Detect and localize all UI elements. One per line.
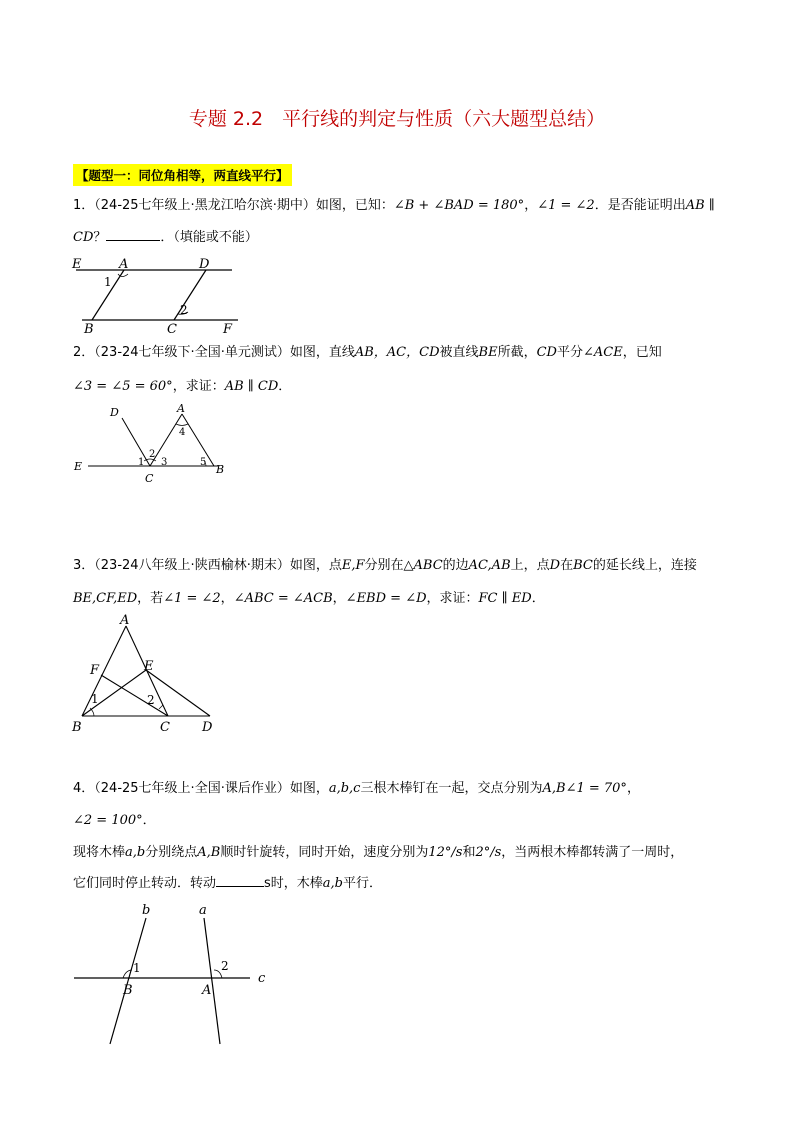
q3-lines: BE,CF,ED	[73, 591, 138, 606]
q1-number: 1．	[73, 198, 95, 213]
q1-sep: ，	[524, 198, 538, 213]
q3-condition-1: ∠1 = ∠2	[163, 591, 221, 606]
q1-condition-2: ∠1 = ∠2	[537, 198, 595, 213]
fig4-label-a: a	[199, 903, 207, 918]
question-4-line-2	[73, 811, 156, 831]
fig2-label-E: E	[74, 460, 83, 473]
fig3-angle-1: 1	[91, 692, 99, 706]
q3-text-d: 上，点	[510, 558, 550, 573]
q4-ab-3: A,B	[197, 845, 221, 860]
q4-condition-2: ∠2 = 100°	[73, 813, 143, 828]
q3-sep-1: ，	[220, 591, 234, 606]
q3-text-b: 分别在	[364, 558, 404, 573]
q3-text-f: 的延长线上，连接	[592, 558, 697, 573]
fig1-label-E: E	[72, 257, 82, 272]
q3-ef: E,F	[341, 558, 365, 573]
fig4-label-c: c	[258, 971, 266, 986]
q3-text-a: 如图，点	[289, 558, 342, 573]
q3-source: （23-24八年级上·陕西榆林·期末）	[94, 558, 290, 573]
q2-condition: ∠3 = ∠5 = 60°	[73, 379, 173, 394]
q1-question-mark: ？	[93, 230, 107, 245]
fig4-label-b: b	[142, 903, 151, 918]
q4-line3-a: 现将木棒	[73, 845, 126, 860]
q3-d: D	[549, 558, 561, 573]
q2-text-f: ，求证：	[172, 379, 225, 394]
q2-number: 2．	[73, 345, 95, 360]
q1-answer-blank[interactable]	[106, 228, 160, 241]
q3-condition-3: ∠EBD = ∠D	[345, 591, 427, 606]
question-3-line-1	[73, 556, 697, 576]
fig3-angle-2: 2	[147, 693, 155, 707]
fig4-angle-1: 1	[133, 961, 141, 975]
q2-text-e: ，已知	[622, 345, 662, 360]
fig2-label-C: C	[145, 472, 154, 485]
fig2-angle-1: 1	[138, 457, 145, 468]
fig4-label-A: A	[202, 983, 212, 998]
fig2-angle-3: 3	[161, 457, 168, 468]
question-2-line-2	[73, 377, 291, 397]
fig3-label-A: A	[120, 613, 130, 628]
fig2-label-B: B	[216, 463, 225, 476]
q1-hint: ．（填能或不能）	[160, 230, 258, 245]
page-title: 专题 2.2 平行线的判定与性质（六大题型总结）	[188, 108, 606, 130]
question-1-line-2	[73, 228, 258, 248]
q3-bc: BC	[573, 558, 593, 573]
q3-condition-2: ∠ABC = ∠ACB	[233, 591, 333, 606]
q4-text-a: 如图，	[289, 781, 329, 796]
q4-answer-blank[interactable]	[216, 874, 264, 887]
q1-source: （24-25七年级上·黑龙江哈尔滨·期中）	[94, 198, 316, 213]
q3-acab: AC,AB	[468, 558, 511, 573]
q3-number: 3．	[73, 558, 95, 573]
q2-ace: ∠ACE	[582, 345, 623, 360]
q3-text-c: 的边	[442, 558, 469, 573]
fig1-label-F: F	[223, 322, 233, 337]
fig1-angle-1: 1	[104, 275, 112, 289]
fig1-label-B: B	[84, 322, 94, 337]
q4-line3-c: 顺时针旋转，同时开始，速度分别为	[220, 845, 429, 860]
q4-ab-4: a,b	[322, 876, 344, 891]
q4-condition-1: ∠1 = 70°	[565, 781, 627, 796]
figure-1	[66, 252, 246, 336]
q4-line3-d: 和	[462, 845, 476, 860]
fig3-label-C: C	[160, 720, 170, 735]
fig1-label-D: D	[199, 257, 210, 272]
q2-text-c: 所截，	[497, 345, 537, 360]
q3-triangle: △ABC	[403, 558, 443, 573]
section-tag: 【题型一：同位角相等，两直线平行】	[73, 164, 292, 186]
fig3-label-F: F	[90, 663, 100, 678]
fig2-angle-4: 4	[179, 427, 186, 438]
q1-text-a: 如图，已知：	[315, 198, 394, 213]
q1-text-b: ．是否能证明出	[594, 198, 686, 213]
figure-2	[70, 400, 240, 490]
fig3-label-E: E	[144, 659, 154, 674]
q2-lines: AB，AC，CD	[354, 345, 440, 360]
fig3-label-B: B	[72, 720, 82, 735]
q4-line4-a: 它们同时停止转动．转动	[73, 876, 217, 891]
figure-4	[66, 900, 286, 1050]
q1-goal: AB ∥	[685, 198, 715, 213]
q4-source: （24-25七年级上·全国·课后作业）	[94, 781, 290, 796]
q3-text-e: 在	[560, 558, 574, 573]
q2-text-b: 被直线	[439, 345, 479, 360]
q2-goal: AB ∥ CD	[224, 379, 279, 394]
q4-line4-b: s时，木棒	[264, 876, 323, 891]
figure-3	[66, 614, 226, 738]
q1-cd: CD	[73, 230, 94, 245]
q4-abc: a,b,c	[328, 781, 361, 796]
q2-be: BE	[478, 345, 498, 360]
q4-number: 4．	[73, 781, 95, 796]
fig4-label-B: B	[123, 983, 133, 998]
q4-line4-c: 平行．	[343, 876, 383, 891]
question-4-line-1	[73, 779, 640, 799]
q2-source: （23-24七年级下·全国·单元测试）	[94, 345, 290, 360]
q4-line3-b: 分别绕点	[145, 845, 198, 860]
q4-speed-1: 12°/s	[428, 845, 463, 860]
q1-condition-1: ∠B + ∠BAD = 180°	[393, 198, 525, 213]
q4-end-2: ．	[142, 813, 156, 828]
q2-text-d: 平分	[556, 345, 583, 360]
question-4-line-4	[73, 874, 382, 894]
q4-text-b: 三根木棒钉在一起，交点分别为	[360, 781, 543, 796]
q3-text-g: ，若	[137, 591, 164, 606]
fig2-label-D: D	[110, 406, 119, 419]
question-2-line-1	[73, 343, 662, 363]
question-1-line-1	[73, 196, 715, 216]
fig2-angle-2: 2	[149, 449, 156, 460]
question-3-line-2	[73, 589, 545, 609]
q3-sep-2: ，	[332, 591, 346, 606]
q4-speed-2: 2°/s	[475, 845, 502, 860]
q2-text-a: 如图，直线	[289, 345, 355, 360]
question-4-line-3	[73, 843, 683, 863]
q2-cd: CD	[536, 345, 557, 360]
q2-end: ．	[278, 379, 292, 394]
q4-end-1: ，	[626, 781, 640, 796]
fig4-angle-2: 2	[221, 959, 229, 973]
fig3-label-D: D	[202, 720, 213, 735]
q3-end: ．	[531, 591, 545, 606]
q3-goal: FC ∥ ED	[478, 591, 532, 606]
fig2-label-A: A	[177, 402, 185, 415]
q4-ab: A,B	[542, 781, 566, 796]
fig1-label-C: C	[167, 322, 177, 337]
q3-text-h: ，求证：	[426, 591, 479, 606]
q4-line3-e: ，当两根木棒都转满了一周时，	[501, 845, 684, 860]
fig1-angle-2: 2	[180, 303, 188, 317]
q4-ab-2: a,b	[125, 845, 146, 860]
fig1-label-A: A	[119, 257, 129, 272]
fig2-angle-5: 5	[200, 457, 207, 468]
